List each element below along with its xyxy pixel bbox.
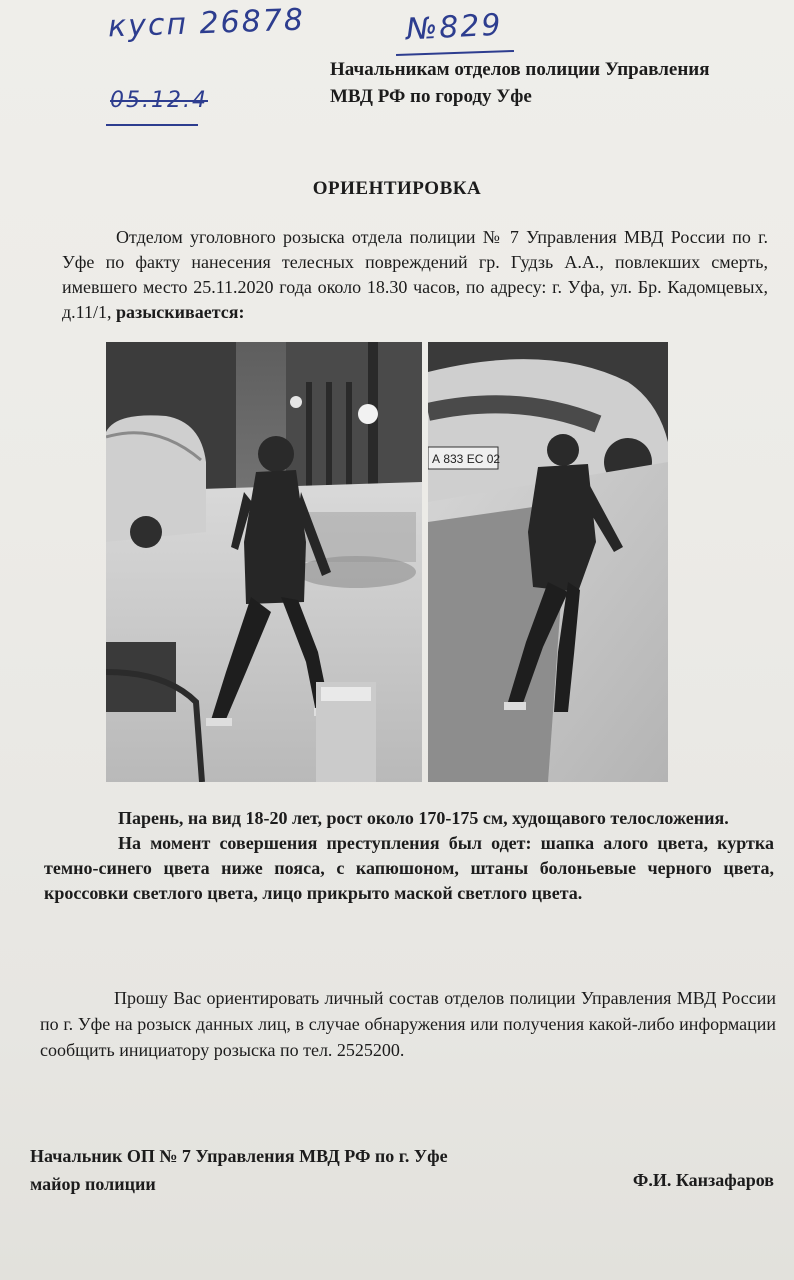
handwritten-date: 05.12.4	[110, 88, 208, 113]
intro-paragraph	[62, 225, 768, 325]
handwritten-outgoing-number: №829	[405, 7, 504, 48]
surveillance-photos	[106, 342, 668, 782]
description-clothing: На момент совершения преступления был одет: шапка алого цвета, куртка темно-синего цвета ниже пояса, с капюшоном, штаны болоньевые черного цвета, кроссовки светлого цвета, лицо прикрыто маской светлого цвета.	[44, 833, 774, 903]
request-paragraph: Прошу Вас ориентировать личный состав отделов полиции Управления МВД России по г. Уфе на розыск данных лиц, в случае обнаружения или получения какой-либо информации сообщить инициатору розыска по тел. 2525200.	[40, 988, 776, 1060]
addressee-line: МВД РФ по городу Уфе	[330, 86, 532, 107]
description-appearance: Парень, на вид 18-20 лет, рост около 170-175 см, худощавого телосложения.	[118, 808, 729, 828]
intro-text: Отделом уголовного розыска отдела полиции № 7 Управления МВД России по г. Уфе по факту нанесения телесных повреждений гр. Гудзь А.А., повлекших смерть, имевшего место 25.11.2020 года около 18.30 часов, по адресу: г. Уфа, ул. Бр. Кадомцевых, д.11/1,	[62, 227, 768, 322]
handwritten-kusp-number: кусп 26878	[107, 2, 306, 45]
addressee-line: Начальникам отделов полиции Управления	[330, 59, 710, 80]
signer-rank: майор полиции	[30, 1174, 156, 1194]
license-plate: А 833 ЕС 02	[432, 452, 501, 466]
signer-position	[30, 1142, 448, 1198]
handwritten-underline	[106, 124, 198, 126]
street-scene-image	[106, 342, 422, 782]
signer-name: Ф.И. Канзафаров	[632, 1170, 774, 1190]
addressee-block	[330, 56, 770, 110]
surveillance-photo-street	[106, 342, 422, 782]
intro-bold-tail: разыскивается:	[116, 302, 245, 322]
signer-position-line: Начальник ОП № 7 Управления МВД РФ по г. Уфе	[30, 1146, 448, 1166]
surveillance-photo-parking	[428, 342, 668, 782]
document-title: ОРИЕНТИРОВКА	[312, 178, 482, 199]
suspect-description	[44, 806, 774, 906]
parking-scene-image	[428, 342, 668, 782]
